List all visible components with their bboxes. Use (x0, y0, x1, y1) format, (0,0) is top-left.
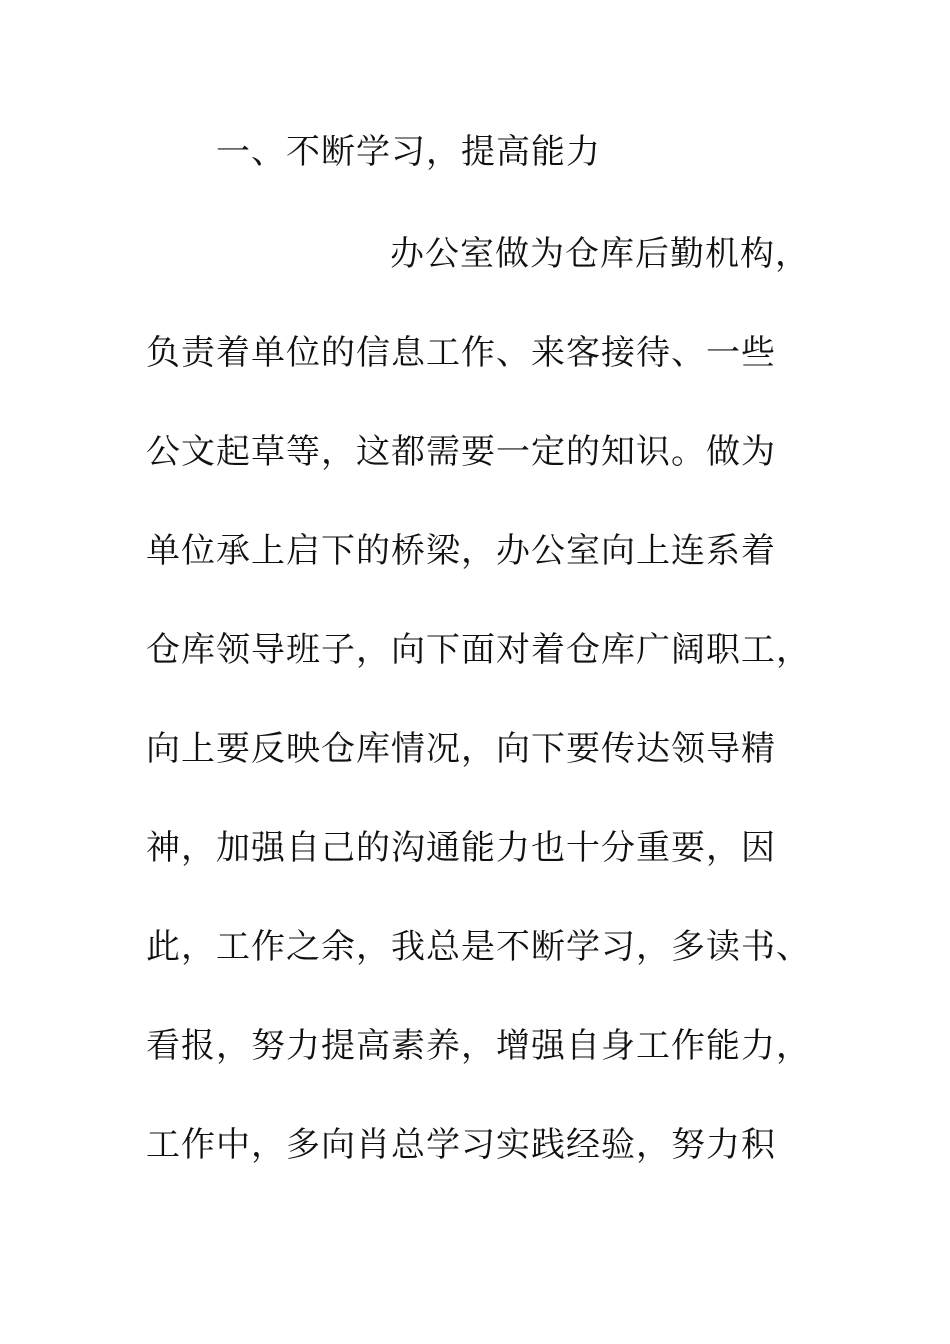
paragraph-line: 公文起草等，这都需要一定的知识。做为 (146, 432, 776, 472)
paragraph-line: 此，工作之余，我总是不断学习，多读书、 (146, 927, 811, 967)
paragraph-line: 神，加强自己的沟通能力也十分重要，因 (146, 828, 776, 868)
section-heading: 一、不断学习，提高能力 (216, 132, 601, 172)
paragraph-line: 办公室做为仓库后勤机构， (390, 234, 810, 274)
paragraph-line: 向上要反映仓库情况，向下要传达领导精 (146, 729, 776, 769)
paragraph-line: 仓库领导班子，向下面对着仓库广阔职工， (146, 630, 811, 670)
paragraph-line: 单位承上启下的桥梁，办公室向上连系着 (146, 531, 776, 571)
paragraph-line: 负责着单位的信息工作、来客接待、一些 (146, 333, 776, 373)
paragraph-line: 工作中，多向肖总学习实践经验，努力积 (146, 1125, 776, 1165)
paragraph-line: 看报，努力提高素养，增强自身工作能力， (146, 1026, 811, 1066)
